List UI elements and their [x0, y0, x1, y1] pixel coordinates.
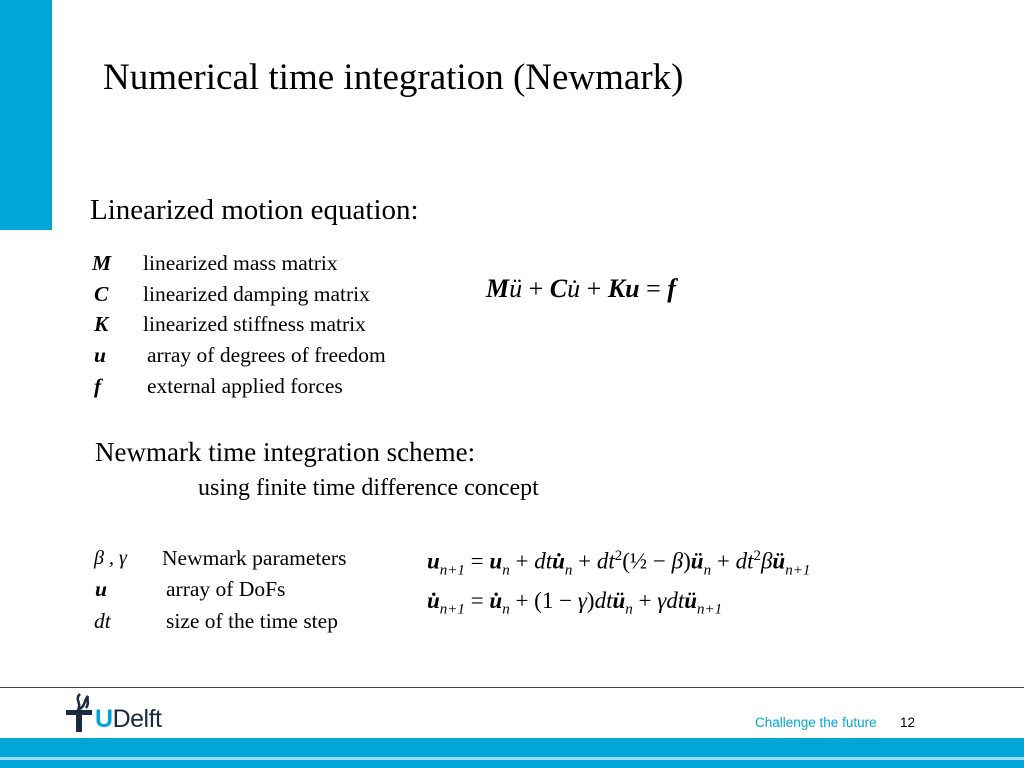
footer-divider	[0, 687, 1024, 688]
motion-equation: Mü + Cu̇ + Ku = f	[486, 274, 676, 303]
symbol-u: u	[94, 343, 106, 367]
footer-band	[0, 738, 1024, 768]
section-subheading-newmark: using finite time difference concept	[198, 475, 539, 501]
page-number: 12	[900, 715, 916, 730]
logo-delft-word: Delft	[112, 705, 162, 733]
tudelft-logo-text	[95, 705, 161, 734]
definition-K: linearized stiffness matrix	[143, 312, 366, 336]
symbol-beta-gamma: β , γ	[94, 547, 127, 569]
definition-C: linearized damping matrix	[143, 282, 370, 306]
section-heading-motion: Linearized motion equation:	[90, 194, 419, 226]
footer-tagline: Challenge the future	[755, 715, 877, 730]
definition-u: array of degrees of freedom	[147, 343, 386, 367]
newmark-equation-velocity: $u̇_{n+1}$ = $u̇_n + (1$ − γ)dtü$_n$ + γdtü$_{n+1}$	[427, 588, 723, 618]
symbol-f: f	[94, 374, 102, 398]
definition-beta-gamma: Newmark parameters	[162, 546, 347, 570]
definition-u-dofs: array of DoFs	[166, 577, 286, 601]
accent-block	[0, 0, 52, 230]
symbol-C: C	[94, 282, 109, 306]
newmark-equation-displacement: $u_{n+1} = u_n$ + $dtu̇_n$ + $dt^2(\frac{1}{2}$ − $\beta)ü_n$ + $dt^2\beta ü_{n+1}$	[427, 548, 811, 579]
symbol-M: M	[92, 251, 112, 275]
definition-dt: size of the time step	[166, 609, 338, 633]
footer-band-stripe	[0, 757, 1024, 760]
definition-f: external applied forces	[147, 374, 343, 398]
symbol-K: K	[94, 312, 109, 336]
symbol-dt: dt	[94, 609, 111, 633]
symbol-u-dofs: u	[95, 577, 107, 601]
definition-M: linearized mass matrix	[143, 251, 338, 275]
slide-title: Numerical time integration (Newmark)	[103, 57, 684, 98]
logo-u-letter: U	[95, 705, 113, 733]
section-heading-newmark: Newmark time integration scheme:	[95, 437, 476, 467]
